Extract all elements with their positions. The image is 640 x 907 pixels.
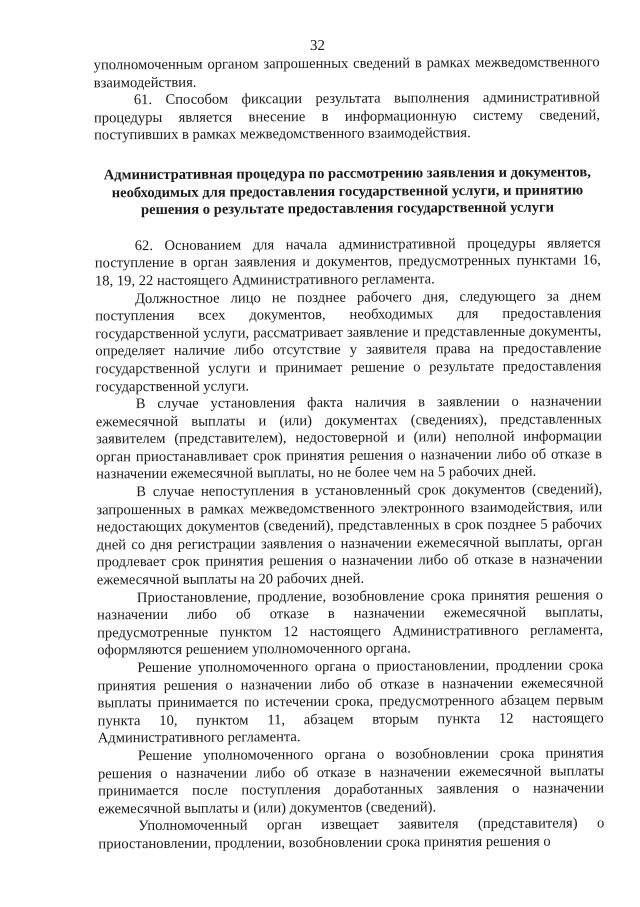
paragraph-61: 61. Способом фиксации результата выполнения административной процедуры является внесение в информационную систему сведений, поступивших в рамках межведомственного взаимодействия. xyxy=(93,89,600,144)
paragraph-decision-resumption: Решение уполномоченного органа о возобновлении срока принятия решения о назначении либо об отказе в назначении ежемесячной выплаты принимается после поступления доработанных заявления о назначении ежемесячной выплаты и (или) документов (сведений). xyxy=(97,745,605,818)
paragraph-62: 62. Основанием для начала административной процедуры является поступление в орган заявления и документов, предусмотренных пунктами 16, 18, 19, 22 настоящего Административного регламента. xyxy=(94,235,601,290)
paragraph-continuation: уполномоченным органом запрошенных сведений в рамках межведомственного взаимодействия. xyxy=(93,54,600,91)
paragraph-notification: Уполномоченный орган извещает заявителя (представителя) о приостановлении, продлении, возобновлении срока принятия решения о xyxy=(98,815,605,853)
document-body xyxy=(94,54,605,854)
paragraph-suspension: В случае установления факта наличия в заявлении о назначении ежемесячной выплаты и (или) документах (сведениях), представленных заявителем (представителем), недостоверной и (или) неполной информации орган приостанавливает срок принятия решения о назначении либо об отказе в назначении ежемесячной выплаты, но не более чем на 5 рабочих дней. xyxy=(95,393,603,483)
paragraph-official-review: Должностное лицо не позднее рабочего дня, следующего за днем поступления всех документов, необходимых для предоставления государственной услуги, рассматривает заявление и представленные документы, определяет наличие либо отсутствие у заявителя права на предоставление государственной услуги и принимает решение о результате предоставления государственной услуги. xyxy=(95,287,602,395)
page-number: 32 xyxy=(309,37,326,55)
section-heading: Административная процедура по рассмотрению заявления и документов, необходимых для предоставления государственной услуги, и принятию решения о результате предоставления государственной услуги xyxy=(103,164,591,219)
paragraph-decision-suspension: Решение уполномоченного органа о приостановлении, продлении срока принятия решения о назначении либо об отказе в назначении ежемесячной выплаты принимается по истечении срока, предусмотренного абзацем первым пункта 10, пунктом 11, абзацем вторым пункта 12 настоящего Административного регламента. xyxy=(97,657,604,747)
paragraph-formalization: Приостановление, продление, возобновление срока принятия решения о назначении либо об отказе в назначении ежемесячной выплаты, предусмотренные пунктом 12 настоящего Административного регламента, оформляются решением уполномоченного органа. xyxy=(96,586,604,659)
paragraph-extension: В случае непоступления в установленный срок документов (сведений), запрошенных в рамках межведомственного электронного взаимодействия, или недостающих документов (сведений), представленных в срок позднее 5 рабочих дней со дня регистрации заявления о назначении ежемесячной выплаты, орган продлевает срок принятия решения о назначении либо об отказе в назначении ежемесячной выплаты на 20 рабочих дней. xyxy=(96,481,603,589)
